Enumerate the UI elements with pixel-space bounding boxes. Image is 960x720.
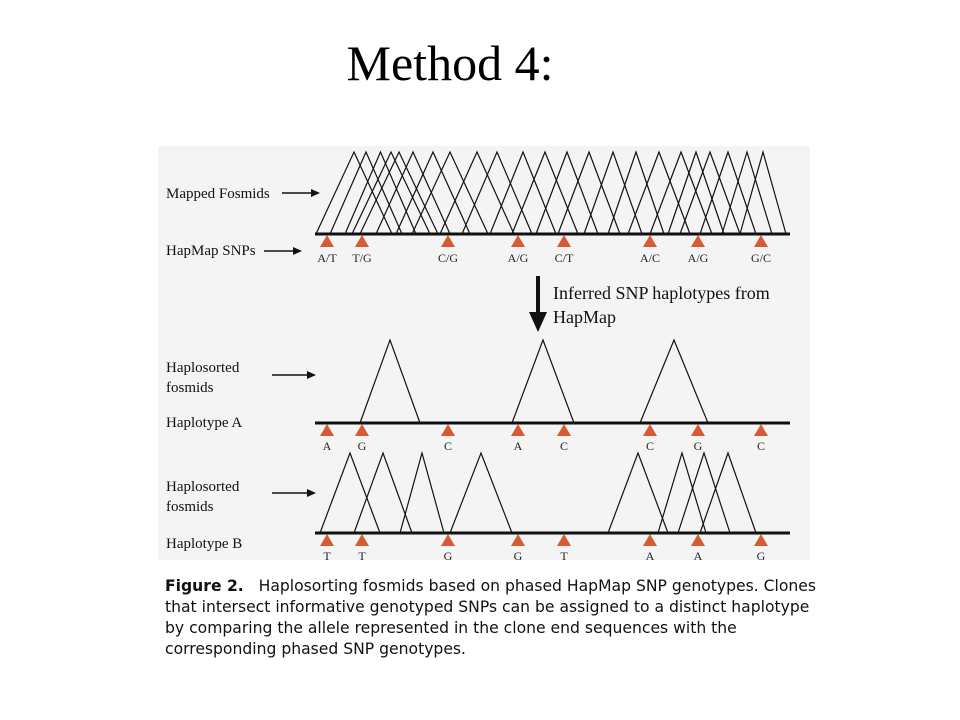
- haplotype_b-allele-label: A: [693, 549, 703, 563]
- label-hapmap-snps: HapMap SNPs: [166, 243, 256, 259]
- haplotype_b-allele-label: T: [323, 549, 331, 563]
- haplotype_b-allele-label: A: [645, 549, 655, 563]
- mapped-fosmid-triangle: [558, 152, 620, 234]
- haplotype_b-allele-label: G: [513, 549, 523, 563]
- haplotype_b-allele-label: G: [443, 549, 453, 563]
- haplotype_a-snp-marker: [643, 424, 657, 436]
- caption-label: Figure 2.: [165, 577, 244, 595]
- hapmap-snps-pointer-head: [293, 247, 302, 255]
- haplotype_a-allele-label: A: [322, 439, 332, 453]
- mapped-fosmid-triangle: [700, 152, 756, 234]
- haplosorted-fosmid-b-triangle: [320, 453, 380, 533]
- haplotype_a-allele-label: C: [645, 439, 655, 453]
- mapped-fosmid-triangle: [740, 152, 786, 234]
- haplotype_a-allele-label: G: [693, 439, 703, 453]
- haplotype_b-snp-marker: [691, 534, 705, 546]
- haplotype_b-snp-marker: [754, 534, 768, 546]
- caption-text: Haplosorting fosmids based on phased HapMap SNP genotypes. Clones that intersect informative genotyped SNPs can be assigned to a distinct haplotype by comparing the allele represented in the clone end sequences with the corresponding phased SNP genotypes.: [165, 577, 817, 658]
- genotype-allele-label: A/G: [507, 251, 529, 265]
- haplotype_b-snp-marker: [355, 534, 369, 546]
- genotype-snp-marker: [557, 235, 571, 247]
- genotype-allele-label: C/G: [437, 251, 459, 265]
- haplotype_a-allele-label: C: [443, 439, 453, 453]
- mapped-fosmid-triangle: [316, 152, 392, 234]
- haplosorted-fosmid-b-triangle: [400, 453, 444, 533]
- figure-caption: [165, 576, 820, 660]
- haplotype_b-snp-marker: [320, 534, 334, 546]
- genotype-allele-label: A/T: [317, 251, 337, 265]
- haplotype_a-allele-label: C: [756, 439, 766, 453]
- haplotype_a-snp-marker: [557, 424, 571, 436]
- genotype-allele-label: C/T: [554, 251, 574, 265]
- genotype-allele-label: G/C: [750, 251, 772, 265]
- mapped-fosmid-triangle: [608, 152, 664, 234]
- mapped-fosmid-triangle: [412, 152, 488, 234]
- genotype-allele-label: A/G: [687, 251, 709, 265]
- genotype-snp-marker: [511, 235, 525, 247]
- genotype-snp-marker: [441, 235, 455, 247]
- haplotype_b-allele-label: T: [358, 549, 366, 563]
- label-haplosorted-fosmids-b: Haplosorted fosmids: [166, 479, 240, 515]
- haplotype_a-snp-marker: [511, 424, 525, 436]
- haplosorted-a-pointer-head: [307, 371, 316, 379]
- haplotype_b-allele-label: T: [560, 549, 568, 563]
- genotype-allele-label: T/G: [352, 251, 372, 265]
- mapped-fosmid-triangle: [462, 152, 532, 234]
- haplotype_b-snp-marker: [441, 534, 455, 546]
- haplosorted-fosmid-b-triangle: [608, 453, 668, 533]
- haplotype_b-allele-label: G: [756, 549, 766, 563]
- haplotype_a-allele-label: G: [357, 439, 367, 453]
- label-haplosorted-fosmids-a: Haplosorted fosmids: [166, 360, 240, 396]
- haplosorted-fosmid-a-triangle: [360, 340, 420, 423]
- label-haplotype-b: Haplotype B: [166, 536, 243, 552]
- label-haplotype-a: Haplotype A: [166, 415, 243, 431]
- genotype-snp-marker: [643, 235, 657, 247]
- mapped-fosmid-triangle: [512, 152, 578, 234]
- label-mapped-fosmids: Mapped Fosmids: [166, 186, 270, 202]
- haplotype_a-snp-marker: [320, 424, 334, 436]
- haplotype_b-snp-marker: [557, 534, 571, 546]
- haplotype_b-snp-marker: [511, 534, 525, 546]
- inferred-haplotypes-label: Inferred SNP haplotypes from HapMap: [553, 283, 770, 327]
- genotype-snp-marker: [355, 235, 369, 247]
- genotype-allele-label: A/C: [639, 251, 661, 265]
- haplosorted-fosmid-a-triangle: [512, 340, 574, 423]
- haplosorted-fosmid-a-triangle: [640, 340, 708, 423]
- mapped-fosmid-triangle: [490, 152, 556, 234]
- mapped-fosmid-triangle: [722, 152, 772, 234]
- haplosorted-fosmid-b-triangle: [450, 453, 512, 533]
- haplosorted-b-pointer-head: [307, 489, 316, 497]
- haplotype_a-snp-marker: [754, 424, 768, 436]
- haplotype_a-allele-label: A: [513, 439, 523, 453]
- mapped-fosmids-pointer-head: [311, 189, 320, 197]
- inferred-haplotypes-arrow-head: [529, 312, 547, 332]
- genotype-snp-marker: [320, 235, 334, 247]
- haplotype_a-snp-marker: [691, 424, 705, 436]
- genotype-snp-marker: [691, 235, 705, 247]
- genotype-snp-marker: [754, 235, 768, 247]
- mapped-fosmid-triangle: [584, 152, 642, 234]
- slide-title: Method 4:: [346, 35, 554, 91]
- haplotype_a-allele-label: C: [559, 439, 569, 453]
- haplotype_a-snp-marker: [441, 424, 455, 436]
- haplotype_a-snp-marker: [355, 424, 369, 436]
- haplotype_b-snp-marker: [643, 534, 657, 546]
